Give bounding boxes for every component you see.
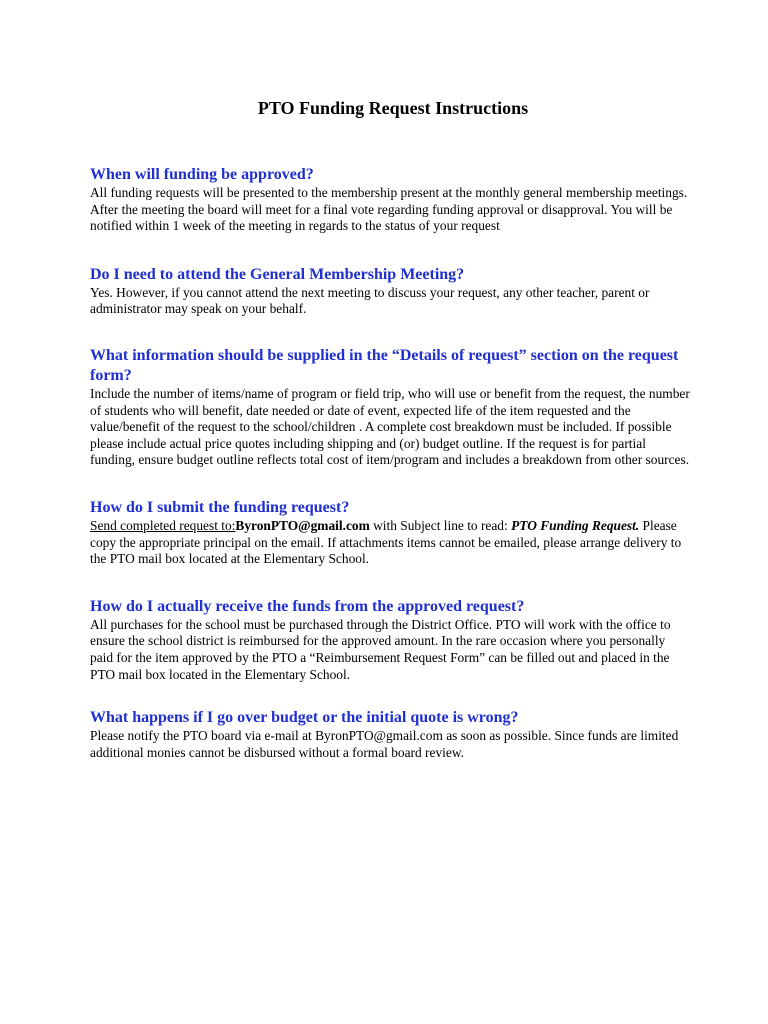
answer-paragraph: All funding requests will be presented to the membership present at the monthly general membership meetings. After the meeting the board will meet for a final vote regarding funding approval or disapproval. You will be notified within 1 week of the meeting in regards to the status of your request — [90, 185, 688, 234]
question-heading: How do I submit the funding request? — [90, 498, 350, 516]
answer-paragraph: All purchases for the school must be purchased through the District Office. PTO will work with the office to ensure the school district is reimbursed for the approved amount. In the rare occasion where you personally paid for the item approved by the PTO a “Reimbursement Request Form” can be filled out and placed in the PTO mail box located in the Elementary School. — [90, 616, 671, 682]
section-funding-approval — [90, 165, 690, 235]
section-over-budget — [90, 708, 690, 761]
section-submit-request — [90, 498, 690, 568]
document-page — [90, 98, 690, 761]
email-address: ByronPTO@gmail.com — [235, 517, 370, 533]
subject-line-value: PTO Funding Request. — [511, 517, 640, 533]
question-heading: Do I need to attend the General Membership Meeting? — [90, 265, 465, 283]
answer-paragraph: Please notify the PTO board via e-mail at ByronPTO@gmail.com as soon as possible. Since funds are limited additional monies cannot be disbursed without a formal board review. — [90, 728, 679, 760]
section-details-of-request — [90, 346, 690, 469]
question-heading: What happens if I go over budget or the initial quote is wrong? — [90, 709, 519, 727]
answer-paragraph: Include the number of items/name of program or field trip, who will use or benefit from the request, the number of students who will benefit, date needed or date of event, expected life of the item requested and the value/benefit of the request to the school/children . A complete cost breakdown must be included. If possible please include actual price quotes including shipping and (or) budget outline. If the request is for partial funding, ensure budget outline reflects total cost of item/program and includes a breakdown from other sources. — [90, 385, 690, 468]
send-instruction-underlined: Send completed request to: — [90, 517, 236, 533]
question-heading: How do I actually receive the funds from the approved request? — [90, 597, 525, 615]
answer-paragraph: Yes. However, if you cannot attend the next meeting to discuss your request, any other teacher, parent or administrator may speak on your behalf. — [90, 284, 650, 317]
submit-instruction-rest: Please copy the appropriate principal on the email. If attachments items cannot be emailed, please arrange delivery to the PTO mail box located at the Elementary School. — [90, 517, 682, 567]
subject-line-text: with Subject line to read: — [369, 517, 512, 533]
section-receive-funds — [90, 597, 690, 683]
section-attend-meeting — [90, 265, 690, 318]
question-heading: When will funding be approved? — [90, 166, 314, 183]
document-title: PTO Funding Request Instructions — [257, 98, 529, 118]
answer-paragraph — [90, 518, 690, 568]
question-heading: What information should be supplied in the “Details of request” section on the request form? — [90, 346, 679, 384]
